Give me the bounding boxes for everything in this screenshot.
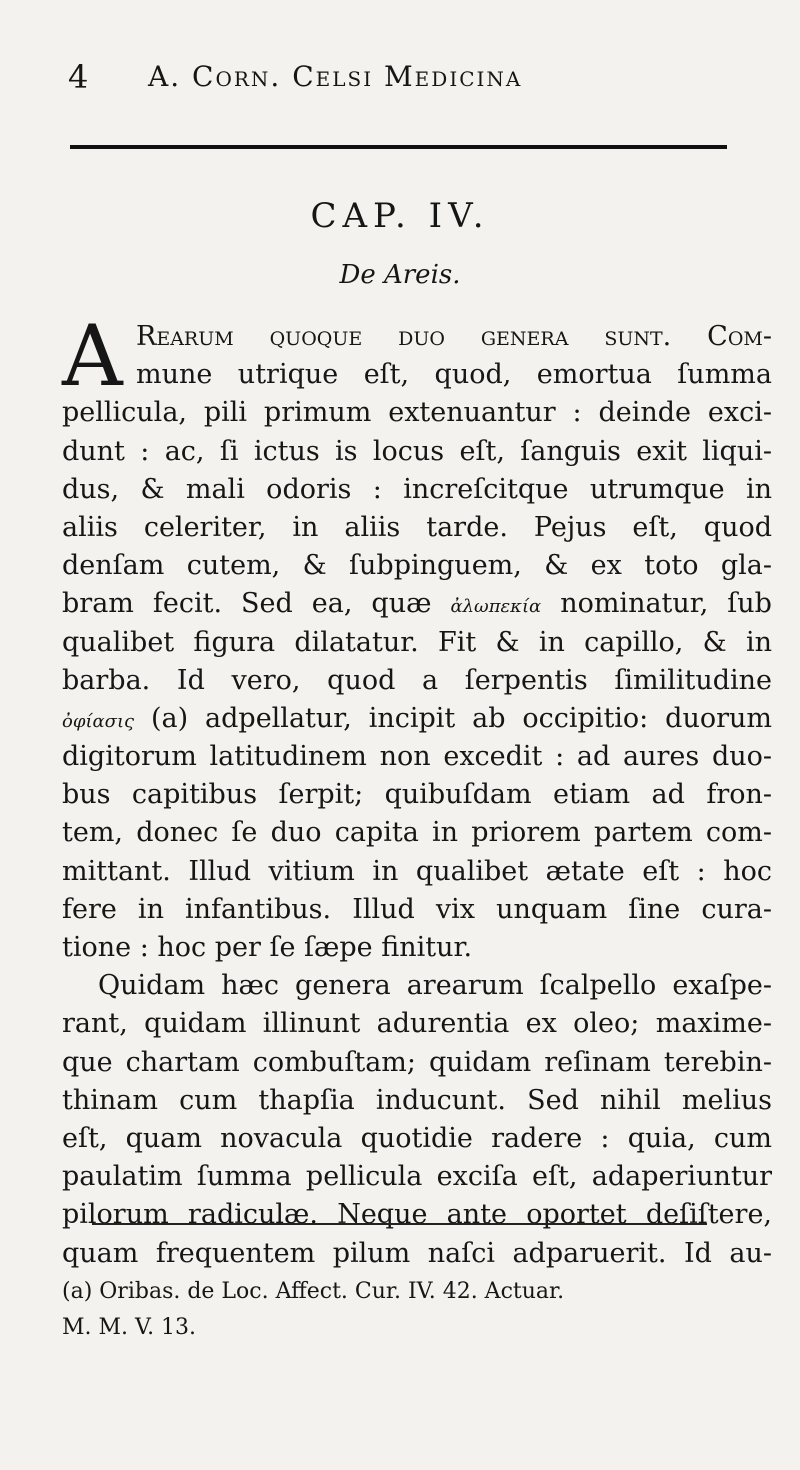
text-line: pilorum radiculæ. Neque ante oportet deſiſtere, xyxy=(62,1199,772,1231)
text-line: digitorum latitudinem non excedit : ad aures duo- xyxy=(62,741,772,773)
text-line: tione : hoc per ſe ſæpe finitur. xyxy=(62,932,473,963)
text-line: barba. Id vero, quod a ſerpentis ſimilitudine xyxy=(62,664,772,696)
text-line: aliis celeriter, in aliis tarde. Pejus eſt, quod xyxy=(62,511,772,543)
text-line: mittant. Illud vitium in qualibet ætate eſt : hoc xyxy=(62,855,772,887)
text-line: qualibet figura dilatatur. Fit & in capillo, & in xyxy=(62,626,772,658)
text-line: bram fecit. Sed ea, quæ ἀλωπεκία nominatur, ſub xyxy=(62,588,772,620)
page-number: 4 xyxy=(68,58,89,96)
footnote-rule xyxy=(92,1223,707,1225)
text-line: Rearum quoque duo genera ſunt. Com- xyxy=(136,321,772,352)
text-line: denſam cutem, & ſubpinguem, & ex toto gla- xyxy=(62,550,772,582)
footnote xyxy=(62,1274,752,1346)
greek-ophiasis: ὀφίασις xyxy=(62,710,135,732)
running-head xyxy=(0,54,800,104)
footnote-line: M. M. V. 13. xyxy=(62,1315,197,1340)
chapter-title: CAP. IV. xyxy=(310,196,490,236)
text-line: tem, donec ſe duo capita in priorem partem com- xyxy=(62,817,772,849)
text-line: paulatim ſumma pellicula exciſa eſt, adaperiuntur xyxy=(62,1161,772,1193)
greek-alopecia: ἀλωπεκία xyxy=(450,596,542,618)
chapter-subtitle: De Areis. xyxy=(339,260,461,290)
text-line: mune utrique eſt, quod, emortua ſumma xyxy=(136,359,772,391)
text-line: rant, quidam illinunt adurentia ex oleo; maxime- xyxy=(62,1008,772,1040)
text-line: eſt, quam novacula quotidie radere : quia, cum xyxy=(62,1122,772,1154)
text-line: quam frequentem pilum naſci adparuerit. Id au- xyxy=(62,1237,772,1269)
running-title: A. Corn. Celsi Medicina xyxy=(148,60,523,93)
footnote-line: (a) Oribas. de Loc. Affect. Cur. IV. 42. Actuar. xyxy=(62,1279,565,1304)
body-text xyxy=(62,307,772,1273)
header-rule xyxy=(70,145,727,149)
text-line: dunt : ac, ſi ictus is locus eſt, ſanguis exit liqui- xyxy=(62,435,772,467)
text-line: Quidam hæc genera arearum ſcalpello exaſpe- xyxy=(98,970,772,1002)
text-line: bus capitibus ſerpit; quibuſdam etiam ad fron- xyxy=(62,779,772,811)
text-line: fere in infantibus. Illud vix unquam ſine cura- xyxy=(62,893,772,925)
text-line: ὀφίασις (a) adpellatur, incipit ab occipitio: duorum xyxy=(62,702,772,734)
text-line: que chartam combuſtam; quidam reſinam terebin- xyxy=(62,1046,772,1078)
text-line: thinam cum thapſia inducunt. Sed nihil melius xyxy=(62,1084,772,1116)
text-line: pellicula, pili primum extenuantur : deinde exci- xyxy=(62,397,772,429)
drop-cap: A xyxy=(62,307,123,405)
text-line: dus, & mali odoris : increſcitque utrumque in xyxy=(62,473,772,505)
